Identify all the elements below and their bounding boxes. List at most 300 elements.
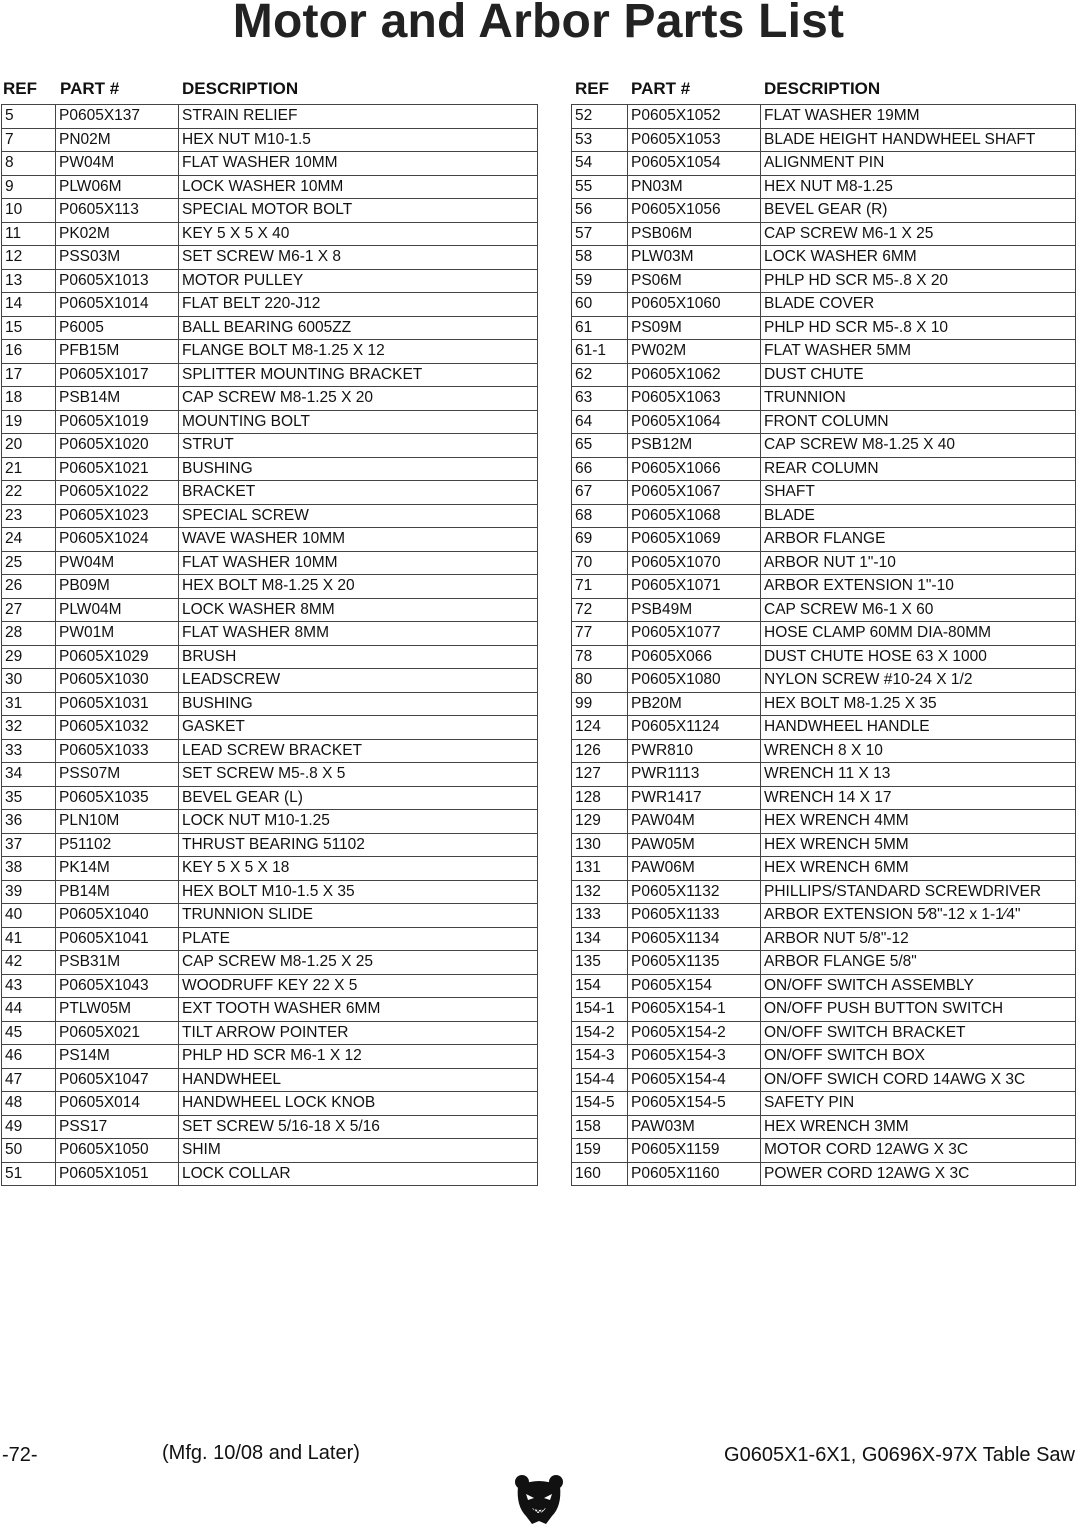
cell-description: ON/OFF SWITCH BRACKET <box>761 1021 1076 1045</box>
cell-part-number: PS14M <box>56 1045 179 1069</box>
cell-ref: 18 <box>2 387 56 411</box>
cell-description: TRUNNION <box>761 387 1076 411</box>
cell-ref: 127 <box>572 763 628 787</box>
cell-ref: 57 <box>572 222 628 246</box>
cell-description: LOCK WASHER 8MM <box>179 598 538 622</box>
cell-ref: 126 <box>572 739 628 763</box>
table-row <box>572 340 1076 364</box>
table-row <box>572 199 1076 223</box>
cell-part-number: P0605X1019 <box>56 410 179 434</box>
cell-part-number: P0605X1077 <box>628 622 761 646</box>
cell-ref: 154-3 <box>572 1045 628 1069</box>
cell-description: LOCK WASHER 10MM <box>179 175 538 199</box>
cell-ref: 65 <box>572 434 628 458</box>
table-header <box>1 78 538 104</box>
cell-part-number: PLW04M <box>56 598 179 622</box>
cell-part-number: PSS03M <box>56 246 179 270</box>
cell-description: ARBOR EXTENSION 1"-10 <box>761 575 1076 599</box>
cell-ref: 25 <box>2 551 56 575</box>
table-row <box>2 293 538 317</box>
cell-ref: 132 <box>572 880 628 904</box>
cell-ref: 10 <box>2 199 56 223</box>
cell-description: KEY 5 X 5 X 18 <box>179 857 538 881</box>
table-row <box>572 551 1076 575</box>
cell-ref: 5 <box>2 105 56 129</box>
table-row <box>572 1045 1076 1069</box>
cell-description: SHIM <box>179 1139 538 1163</box>
table-row <box>2 739 538 763</box>
cell-part-number: P0605X1135 <box>628 951 761 975</box>
cell-ref: 33 <box>2 739 56 763</box>
cell-ref: 154-5 <box>572 1092 628 1116</box>
header-ref: REF <box>3 79 37 98</box>
cell-description: BEVEL GEAR (R) <box>761 199 1076 223</box>
cell-part-number: P0605X1068 <box>628 504 761 528</box>
table-row <box>572 363 1076 387</box>
cell-part-number: PTLW05M <box>56 998 179 1022</box>
cell-description: MOTOR PULLEY <box>179 269 538 293</box>
cell-description: ARBOR NUT 5/8"-12 <box>761 927 1076 951</box>
cell-part-number: P0605X1033 <box>56 739 179 763</box>
cell-description: HANDWHEEL LOCK KNOB <box>179 1092 538 1116</box>
cell-description: SPECIAL SCREW <box>179 504 538 528</box>
cell-part-number: P0605X1030 <box>56 669 179 693</box>
cell-ref: 31 <box>2 692 56 716</box>
cell-description: CAP SCREW M8-1.25 X 40 <box>761 434 1076 458</box>
cell-description: HEX WRENCH 3MM <box>761 1115 1076 1139</box>
table-row <box>572 528 1076 552</box>
cell-description: BLADE <box>761 504 1076 528</box>
cell-description: SPLITTER MOUNTING BRACKET <box>179 363 538 387</box>
table-row <box>2 410 538 434</box>
cell-description: HEX BOLT M8-1.25 X 20 <box>179 575 538 599</box>
cell-description: LOCK NUT M10-1.25 <box>179 810 538 834</box>
cell-description: LOCK COLLAR <box>179 1162 538 1186</box>
cell-part-number: P6005 <box>56 316 179 340</box>
cell-description: BUSHING <box>179 457 538 481</box>
cell-ref: 40 <box>2 904 56 928</box>
cell-description: PHLP HD SCR M6-1 X 12 <box>179 1045 538 1069</box>
header-ref: REF <box>575 79 609 98</box>
cell-description: PHLP HD SCR M5-.8 X 10 <box>761 316 1076 340</box>
cell-description: FLAT WASHER 10MM <box>179 551 538 575</box>
table-row <box>572 175 1076 199</box>
table-row <box>572 246 1076 270</box>
cell-ref: 14 <box>2 293 56 317</box>
cell-part-number: PS09M <box>628 316 761 340</box>
cell-description: BEVEL GEAR (L) <box>179 786 538 810</box>
cell-part-number: P0605X1035 <box>56 786 179 810</box>
table-row <box>2 645 538 669</box>
header-description: DESCRIPTION <box>764 79 881 98</box>
cell-description: DUST CHUTE <box>761 363 1076 387</box>
cell-part-number: PK14M <box>56 857 179 881</box>
cell-part-number: PAW04M <box>628 810 761 834</box>
cell-ref: 7 <box>2 128 56 152</box>
cell-ref: 133 <box>572 904 628 928</box>
bear-logo-icon <box>512 1472 566 1526</box>
table-row <box>2 528 538 552</box>
cell-description: BLADE COVER <box>761 293 1076 317</box>
table-row <box>2 880 538 904</box>
header-part: PART # <box>60 79 120 98</box>
cell-part-number: P0605X1043 <box>56 974 179 998</box>
cell-description: FLANGE BOLT M8-1.25 X 12 <box>179 340 538 364</box>
cell-ref: 159 <box>572 1139 628 1163</box>
page-number: -72- <box>2 1444 38 1466</box>
cell-part-number: PSB31M <box>56 951 179 975</box>
table-row <box>2 152 538 176</box>
cell-part-number: P0605X154-4 <box>628 1068 761 1092</box>
cell-description: HEX WRENCH 5MM <box>761 833 1076 857</box>
cell-description: ON/OFF SWITCH BOX <box>761 1045 1076 1069</box>
table-row <box>2 199 538 223</box>
cell-ref: 80 <box>572 669 628 693</box>
table-row <box>572 316 1076 340</box>
cell-part-number: P0605X1133 <box>628 904 761 928</box>
cell-description: FLAT WASHER 19MM <box>761 105 1076 129</box>
cell-ref: 67 <box>572 481 628 505</box>
table-row <box>572 457 1076 481</box>
cell-part-number: PAW05M <box>628 833 761 857</box>
cell-ref: 61 <box>572 316 628 340</box>
cell-part-number: P0605X1124 <box>628 716 761 740</box>
table-row <box>2 434 538 458</box>
cell-ref: 59 <box>572 269 628 293</box>
cell-part-number: PSB12M <box>628 434 761 458</box>
table-row <box>2 1139 538 1163</box>
cell-description: ARBOR FLANGE <box>761 528 1076 552</box>
cell-ref: 70 <box>572 551 628 575</box>
table-row <box>572 128 1076 152</box>
table-row <box>2 246 538 270</box>
cell-description: TILT ARROW POINTER <box>179 1021 538 1045</box>
cell-description: HEX WRENCH 4MM <box>761 810 1076 834</box>
cell-ref: 9 <box>2 175 56 199</box>
cell-description: HOSE CLAMP 60MM DIA-80MM <box>761 622 1076 646</box>
cell-ref: 19 <box>2 410 56 434</box>
cell-part-number: P0605X1069 <box>628 528 761 552</box>
cell-description: DUST CHUTE HOSE 63 X 1000 <box>761 645 1076 669</box>
cell-part-number: P0605X1054 <box>628 152 761 176</box>
cell-description: PLATE <box>179 927 538 951</box>
cell-ref: 154-2 <box>572 1021 628 1045</box>
cell-part-number: P0605X1041 <box>56 927 179 951</box>
cell-description: BRACKET <box>179 481 538 505</box>
cell-part-number: PFB15M <box>56 340 179 364</box>
cell-description: FRONT COLUMN <box>761 410 1076 434</box>
cell-description: WRENCH 8 X 10 <box>761 739 1076 763</box>
cell-description: MOUNTING BOLT <box>179 410 538 434</box>
table-row <box>572 692 1076 716</box>
cell-description: ARBOR FLANGE 5/8" <box>761 951 1076 975</box>
cell-description: ALIGNMENT PIN <box>761 152 1076 176</box>
cell-part-number: PSS07M <box>56 763 179 787</box>
cell-part-number: PLW03M <box>628 246 761 270</box>
header-description: DESCRIPTION <box>182 79 299 98</box>
cell-part-number: PW04M <box>56 551 179 575</box>
table-row <box>572 598 1076 622</box>
table-row <box>2 340 538 364</box>
cell-ref: 78 <box>572 645 628 669</box>
cell-description: MOTOR CORD 12AWG X 3C <box>761 1139 1076 1163</box>
table-row <box>572 786 1076 810</box>
cell-description: HANDWHEEL <box>179 1068 538 1092</box>
cell-ref: 21 <box>2 457 56 481</box>
cell-ref: 13 <box>2 269 56 293</box>
table-row <box>2 457 538 481</box>
table-row <box>572 105 1076 129</box>
cell-ref: 22 <box>2 481 56 505</box>
table-row <box>2 810 538 834</box>
table-row <box>572 434 1076 458</box>
cell-description: ARBOR EXTENSION 5⁄8"-12 x 1-1⁄4" <box>761 904 1076 928</box>
cell-ref: 28 <box>2 622 56 646</box>
table-row <box>572 1021 1076 1045</box>
cell-ref: 46 <box>2 1045 56 1069</box>
table-row <box>2 998 538 1022</box>
cell-part-number: P0605X1017 <box>56 363 179 387</box>
table-row <box>572 1162 1076 1186</box>
table-row <box>2 387 538 411</box>
table-row <box>572 1068 1076 1092</box>
cell-ref: 41 <box>2 927 56 951</box>
cell-description: FLAT WASHER 8MM <box>179 622 538 646</box>
cell-description: WRENCH 14 X 17 <box>761 786 1076 810</box>
cell-part-number: P0605X1014 <box>56 293 179 317</box>
cell-description: LEADSCREW <box>179 669 538 693</box>
table-row <box>572 880 1076 904</box>
cell-description: BALL BEARING 6005ZZ <box>179 316 538 340</box>
cell-description: CAP SCREW M8-1.25 X 25 <box>179 951 538 975</box>
cell-ref: 45 <box>2 1021 56 1045</box>
table-row <box>572 269 1076 293</box>
cell-ref: 29 <box>2 645 56 669</box>
cell-ref: 11 <box>2 222 56 246</box>
cell-description: POWER CORD 12AWG X 3C <box>761 1162 1076 1186</box>
cell-ref: 35 <box>2 786 56 810</box>
cell-part-number: PSB06M <box>628 222 761 246</box>
table-row <box>572 387 1076 411</box>
cell-ref: 48 <box>2 1092 56 1116</box>
cell-part-number: P0605X154-5 <box>628 1092 761 1116</box>
cell-ref: 52 <box>572 105 628 129</box>
table-row <box>572 622 1076 646</box>
cell-part-number: PAW06M <box>628 857 761 881</box>
cell-ref: 62 <box>572 363 628 387</box>
cell-description: NYLON SCREW #10-24 X 1/2 <box>761 669 1076 693</box>
table-row <box>572 1139 1076 1163</box>
cell-part-number: P0605X1160 <box>628 1162 761 1186</box>
table-row <box>2 669 538 693</box>
cell-part-number: P0605X154-1 <box>628 998 761 1022</box>
cell-part-number: P0605X1060 <box>628 293 761 317</box>
cell-ref: 26 <box>2 575 56 599</box>
table-row <box>2 857 538 881</box>
cell-ref: 99 <box>572 692 628 716</box>
cell-ref: 131 <box>572 857 628 881</box>
cell-part-number: P0605X1132 <box>628 880 761 904</box>
cell-part-number: P0605X1022 <box>56 481 179 505</box>
cell-description: KEY 5 X 5 X 40 <box>179 222 538 246</box>
table-row <box>572 739 1076 763</box>
cell-part-number: PSS17 <box>56 1115 179 1139</box>
cell-part-number: PAW03M <box>628 1115 761 1139</box>
cell-part-number: P0605X1067 <box>628 481 761 505</box>
cell-part-number: P0605X1047 <box>56 1068 179 1092</box>
table-row <box>572 575 1076 599</box>
table-row <box>2 951 538 975</box>
cell-description: HEX NUT M10-1.5 <box>179 128 538 152</box>
table-row <box>2 551 538 575</box>
cell-ref: 16 <box>2 340 56 364</box>
cell-part-number: P0605X1064 <box>628 410 761 434</box>
cell-ref: 34 <box>2 763 56 787</box>
cell-part-number: P51102 <box>56 833 179 857</box>
cell-part-number: P0605X1023 <box>56 504 179 528</box>
cell-description: HEX WRENCH 6MM <box>761 857 1076 881</box>
table-row <box>2 575 538 599</box>
cell-ref: 68 <box>572 504 628 528</box>
cell-part-number: P0605X1031 <box>56 692 179 716</box>
table-row <box>572 857 1076 881</box>
cell-part-number: P0605X154-2 <box>628 1021 761 1045</box>
cell-part-number: PN02M <box>56 128 179 152</box>
cell-ref: 129 <box>572 810 628 834</box>
cell-ref: 71 <box>572 575 628 599</box>
cell-description: CAP SCREW M8-1.25 X 20 <box>179 387 538 411</box>
cell-part-number: P0605X1159 <box>628 1139 761 1163</box>
table-row <box>2 786 538 810</box>
cell-ref: 32 <box>2 716 56 740</box>
cell-ref: 50 <box>2 1139 56 1163</box>
parts-table-right <box>571 78 1076 1186</box>
cell-part-number: PWR810 <box>628 739 761 763</box>
cell-description: HANDWHEEL HANDLE <box>761 716 1076 740</box>
cell-description: FLAT BELT 220-J12 <box>179 293 538 317</box>
table-row <box>2 1115 538 1139</box>
cell-part-number: P0605X113 <box>56 199 179 223</box>
cell-part-number: P0605X1080 <box>628 669 761 693</box>
cell-part-number: P0605X1066 <box>628 457 761 481</box>
table-row <box>2 598 538 622</box>
cell-description: SET SCREW 5/16-18 X 5/16 <box>179 1115 538 1139</box>
cell-ref: 39 <box>2 880 56 904</box>
cell-ref: 58 <box>572 246 628 270</box>
cell-part-number: P0605X066 <box>628 645 761 669</box>
cell-ref: 63 <box>572 387 628 411</box>
cell-ref: 47 <box>2 1068 56 1092</box>
cell-part-number: PLW06M <box>56 175 179 199</box>
cell-ref: 54 <box>572 152 628 176</box>
cell-description: STRAIN RELIEF <box>179 105 538 129</box>
cell-ref: 36 <box>2 810 56 834</box>
table-row <box>2 269 538 293</box>
cell-part-number: P0605X154 <box>628 974 761 998</box>
cell-description: ARBOR NUT 1"-10 <box>761 551 1076 575</box>
cell-ref: 158 <box>572 1115 628 1139</box>
table-row <box>572 410 1076 434</box>
cell-part-number: P0605X1029 <box>56 645 179 669</box>
cell-description: BLADE HEIGHT HANDWHEEL SHAFT <box>761 128 1076 152</box>
table-row <box>2 833 538 857</box>
cell-ref: 134 <box>572 927 628 951</box>
cell-part-number: P0605X1013 <box>56 269 179 293</box>
cell-description: GASKET <box>179 716 538 740</box>
cell-part-number: PB14M <box>56 880 179 904</box>
cell-ref: 53 <box>572 128 628 152</box>
cell-part-number: P0605X1052 <box>628 105 761 129</box>
cell-description: STRUT <box>179 434 538 458</box>
cell-ref: 23 <box>2 504 56 528</box>
cell-description: TRUNNION SLIDE <box>179 904 538 928</box>
cell-ref: 20 <box>2 434 56 458</box>
table-row <box>2 622 538 646</box>
cell-part-number: P0605X137 <box>56 105 179 129</box>
cell-description: EXT TOOTH WASHER 6MM <box>179 998 538 1022</box>
cell-ref: 24 <box>2 528 56 552</box>
cell-description: SAFETY PIN <box>761 1092 1076 1116</box>
cell-ref: 128 <box>572 786 628 810</box>
cell-ref: 69 <box>572 528 628 552</box>
table-row <box>572 645 1076 669</box>
cell-description: THRUST BEARING 51102 <box>179 833 538 857</box>
cell-part-number: PB09M <box>56 575 179 599</box>
cell-part-number: PLN10M <box>56 810 179 834</box>
cell-part-number: P0605X154-3 <box>628 1045 761 1069</box>
table-row <box>572 1092 1076 1116</box>
table-row <box>572 951 1076 975</box>
table-row <box>572 669 1076 693</box>
cell-ref: 56 <box>572 199 628 223</box>
cell-description: FLAT WASHER 10MM <box>179 152 538 176</box>
table-row <box>572 904 1076 928</box>
cell-ref: 61-1 <box>572 340 628 364</box>
cell-ref: 77 <box>572 622 628 646</box>
cell-part-number: P0605X1053 <box>628 128 761 152</box>
table-row <box>2 1162 538 1186</box>
cell-part-number: P0605X1063 <box>628 387 761 411</box>
cell-description: ON/OFF PUSH BUTTON SWITCH <box>761 998 1076 1022</box>
cell-part-number: P0605X021 <box>56 1021 179 1045</box>
cell-part-number: PN03M <box>628 175 761 199</box>
cell-part-number: P0605X1024 <box>56 528 179 552</box>
table-row <box>572 927 1076 951</box>
cell-description: BUSHING <box>179 692 538 716</box>
cell-part-number: PS06M <box>628 269 761 293</box>
table-row <box>2 716 538 740</box>
cell-part-number: PB20M <box>628 692 761 716</box>
page-title: Motor and Arbor Parts List <box>232 0 845 48</box>
cell-description: ON/OFF SWITCH ASSEMBLY <box>761 974 1076 998</box>
table-row <box>2 763 538 787</box>
cell-part-number: P0605X1021 <box>56 457 179 481</box>
cell-description: SET SCREW M5-.8 X 5 <box>179 763 538 787</box>
cell-ref: 37 <box>2 833 56 857</box>
table-row <box>2 1068 538 1092</box>
cell-ref: 72 <box>572 598 628 622</box>
cell-description: ON/OFF SWICH CORD 14AWG X 3C <box>761 1068 1076 1092</box>
parts-table <box>1 104 538 1186</box>
table-row <box>2 316 538 340</box>
cell-description: CAP SCREW M6-1 X 60 <box>761 598 1076 622</box>
cell-ref: 27 <box>2 598 56 622</box>
cell-part-number: P0605X1051 <box>56 1162 179 1186</box>
cell-description: SPECIAL MOTOR BOLT <box>179 199 538 223</box>
cell-description: LEAD SCREW BRACKET <box>179 739 538 763</box>
cell-description: LOCK WASHER 6MM <box>761 246 1076 270</box>
cell-description: PHLP HD SCR M5-.8 X 20 <box>761 269 1076 293</box>
